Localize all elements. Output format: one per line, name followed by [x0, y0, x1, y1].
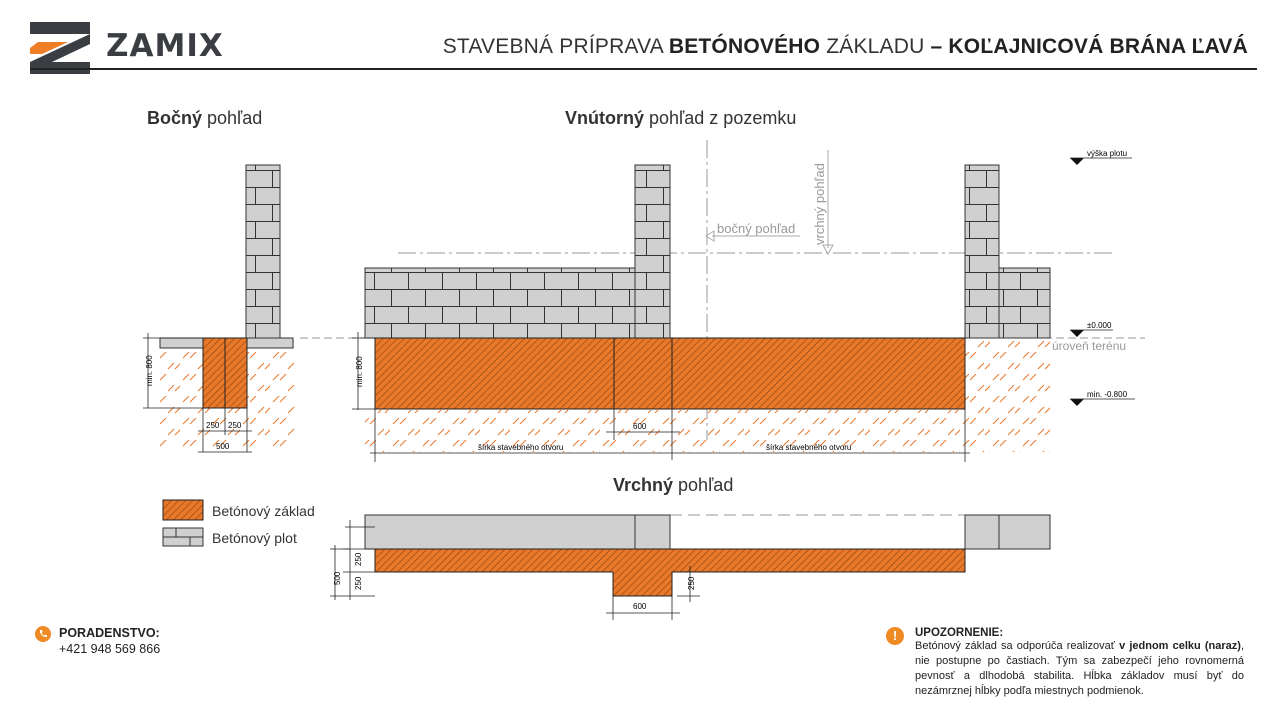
fence-height-label: výška plotu [1087, 149, 1128, 158]
side-view-title: Bočný pohľad [147, 108, 263, 128]
side-depth-label: min. 800 [145, 355, 154, 386]
opening-width-right: šírka stavebného otvoru [766, 443, 852, 452]
top-concrete-base [375, 549, 965, 596]
inner-view-drawing [300, 140, 1145, 462]
left-fence-wall [365, 268, 635, 338]
page-title: STAVEBNÁ PRÍPRAVA BETÓNOVÉHO ZÁKLADU – KOĽAJNICOVÁ BRÁNA ĽAVÁ [442, 35, 1248, 58]
side-dim-250-left: 250 [206, 421, 220, 430]
top-dim-250-c: 250 [687, 576, 696, 590]
left-gate-column [635, 165, 670, 338]
brand-name: ZAMIX [106, 28, 224, 64]
min-depth-label: min. -0.800 [1087, 390, 1128, 399]
top-view-drawing [330, 515, 1050, 620]
side-dim-500: 500 [216, 442, 230, 451]
side-view-drawing [143, 165, 295, 452]
top-view-arrow-label: vrchný pohľad [812, 163, 827, 245]
inner-concrete-base [375, 338, 965, 409]
zero-level-label: ±0.000 [1087, 321, 1112, 330]
advice-block [35, 626, 160, 656]
top-dim-500: 500 [333, 571, 342, 585]
inner-view-title: Vnútorný pohľad z pozemku [565, 108, 797, 128]
top-dim-250-a: 250 [354, 552, 363, 566]
top-gate-column-left [635, 515, 670, 549]
exclamation-icon: ! [886, 627, 904, 645]
ground-level-label: úroveň terénu [1052, 339, 1127, 353]
top-gate-column-right [965, 515, 999, 549]
top-fence-wall-right [999, 515, 1050, 549]
side-dim-250-right: 250 [228, 421, 242, 430]
zero-level-marker-icon [1070, 330, 1084, 337]
warning-text: Betónový základ sa odporúča realizovať v jednom celku (naraz), nie postupne po častiach. Tým sa zabezpečí jeho rovnomerná pevnosť a dlhodobá stabilita. Hĺbka základov musí byť do nezámrznej hĺbky podľa miestnych podmienok. [915, 640, 1245, 697]
opening-width-left: šírka stavebného otvoru [478, 443, 564, 452]
inner-dim-600: 600 [633, 422, 647, 431]
top-view-title: Vrchný pohľad [613, 475, 734, 495]
phone-icon [35, 626, 51, 642]
legend-fence-label: Betónový plot [212, 530, 297, 546]
warning-heading: UPOZORNENIE: [915, 627, 1004, 639]
top-dim-600: 600 [633, 602, 647, 611]
legend-fence-swatch-icon [163, 528, 203, 546]
side-view-arrow-label: bočný pohľad [717, 221, 796, 236]
right-gate-column [965, 165, 999, 338]
min-depth-marker-icon [1070, 399, 1084, 406]
inner-depth-label: min. 800 [355, 356, 364, 387]
fence-height-marker-icon [1070, 158, 1084, 165]
legend-concrete-swatch-icon [163, 500, 203, 520]
top-fence-wall-left [365, 515, 635, 549]
advice-phone[interactable]: +421 948 569 866 [59, 642, 161, 656]
right-fence-wall [999, 268, 1050, 338]
top-dim-250-b: 250 [354, 576, 363, 590]
legend-concrete-label: Betónový základ [212, 503, 315, 519]
inner-soil-bottom [365, 410, 1050, 452]
advice-heading: PORADENSTVO: [59, 626, 160, 640]
side-fence-column [246, 165, 280, 338]
inner-soil-right [965, 340, 1050, 410]
warning-block [886, 627, 1244, 699]
